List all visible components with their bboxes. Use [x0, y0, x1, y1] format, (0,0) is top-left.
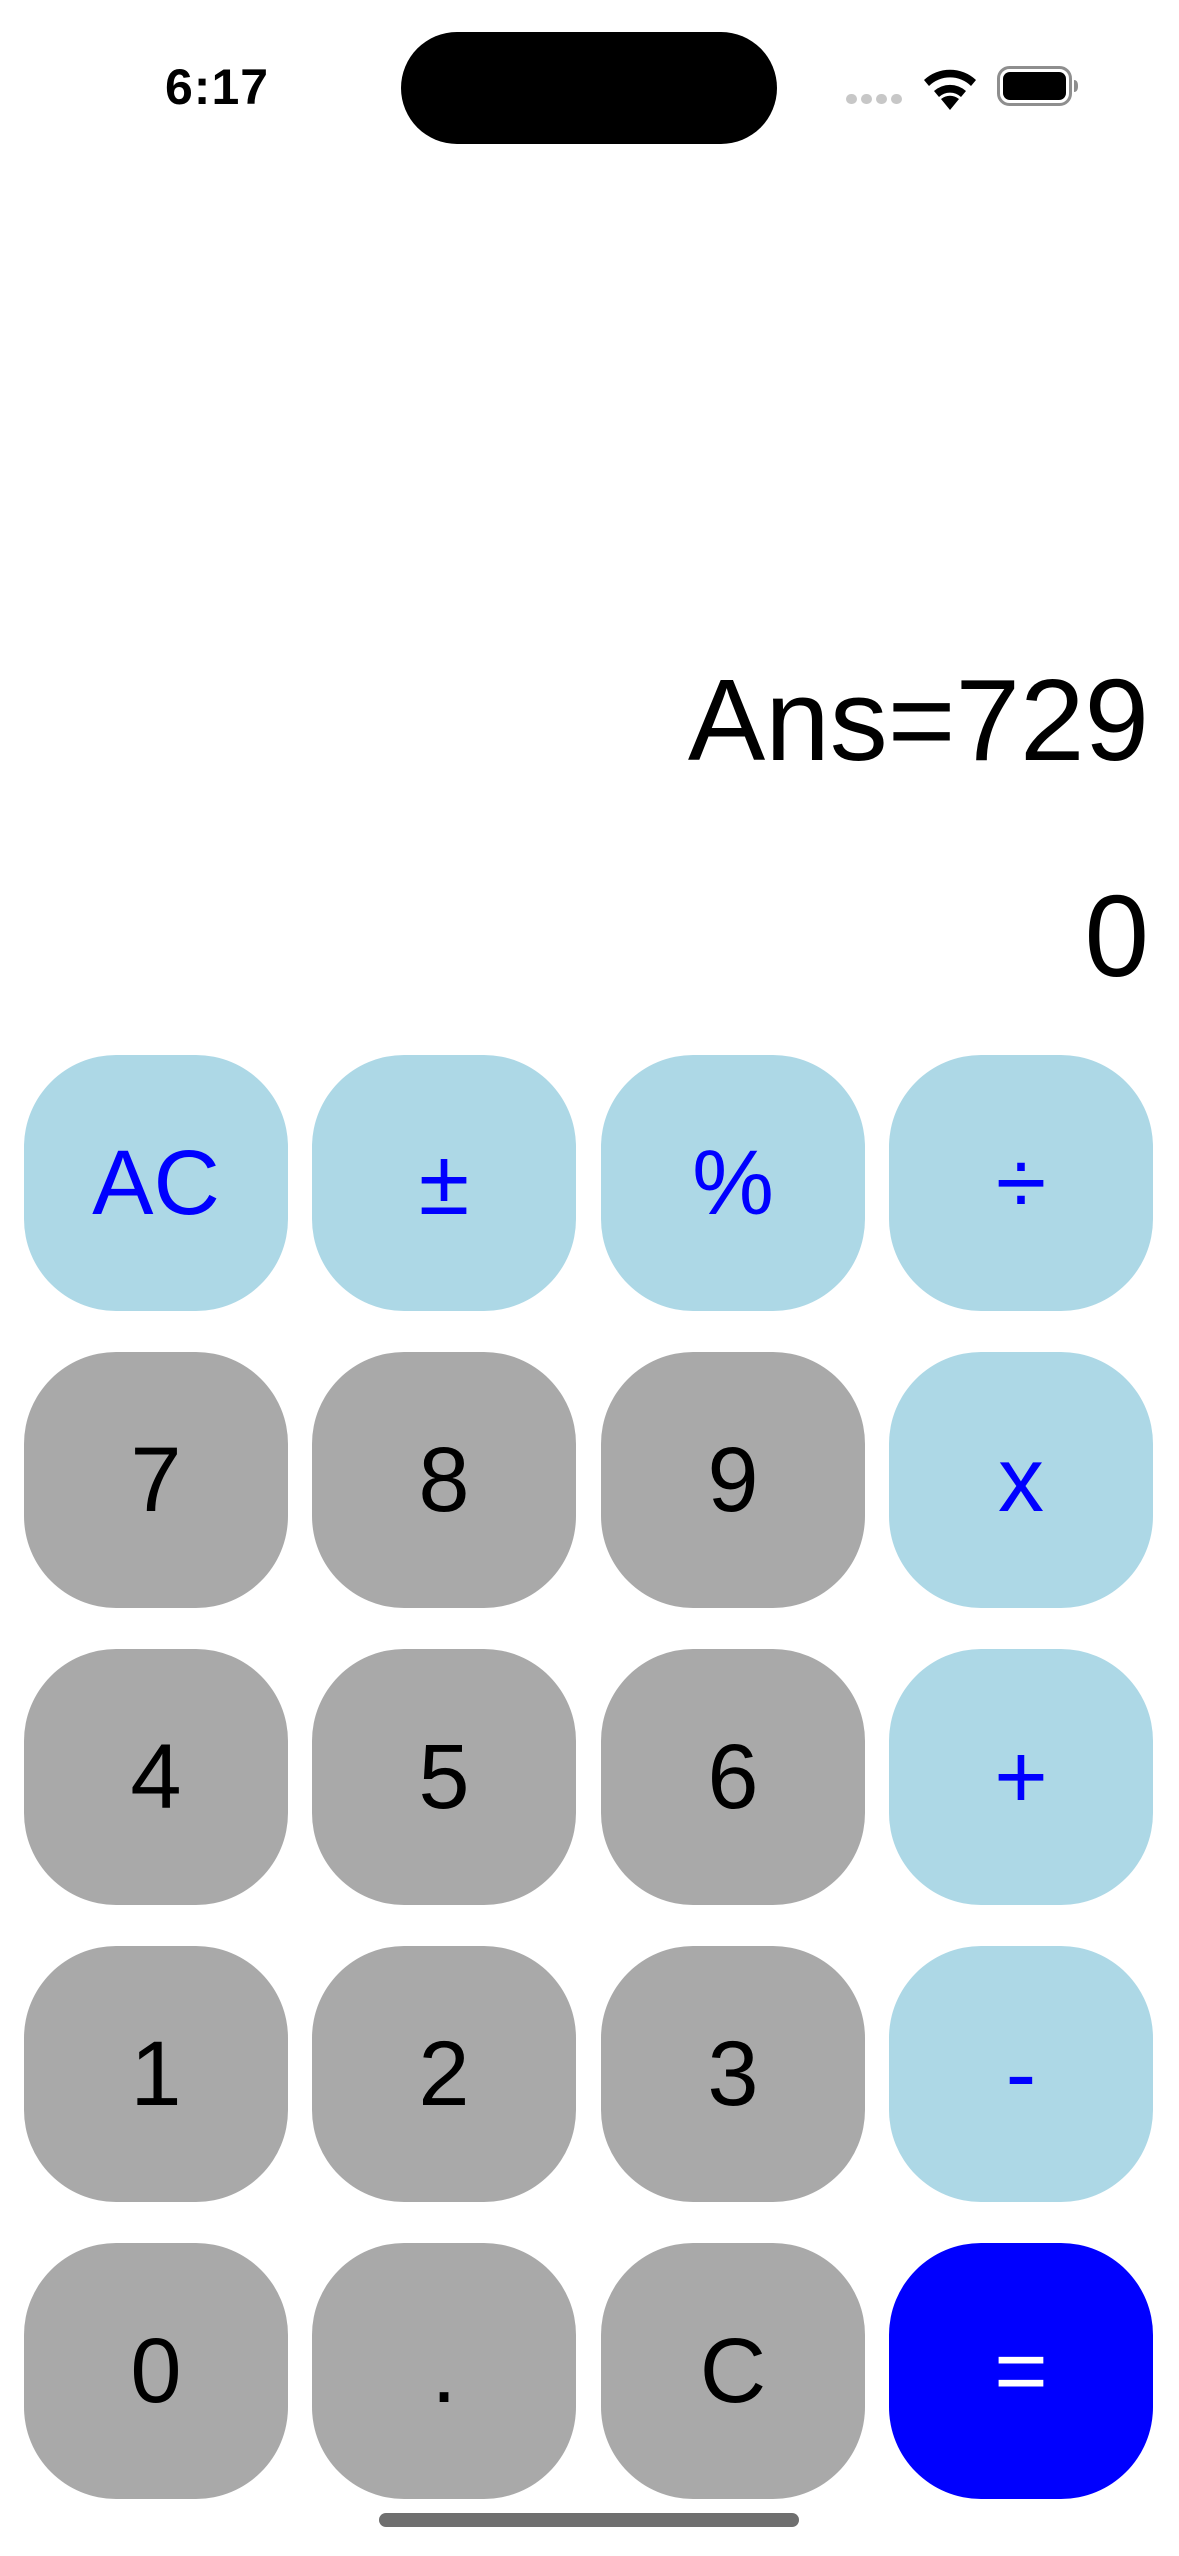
digit-3-button[interactable]: 3 — [601, 1946, 865, 2202]
all-clear-button[interactable]: AC — [24, 1055, 288, 1311]
decimal-point-button[interactable]: . — [312, 2243, 576, 2499]
digit-9-button[interactable]: 9 — [601, 1352, 865, 1608]
digit-8-button[interactable]: 8 — [312, 1352, 576, 1608]
status-bar — [0, 0, 1179, 170]
digit-4-button[interactable]: 4 — [24, 1649, 288, 1905]
digit-1-button[interactable]: 1 — [24, 1946, 288, 2202]
status-time: 6:17 — [165, 59, 270, 115]
previous-answer-display: Ans=729 — [687, 655, 1149, 785]
equals-button[interactable]: = — [889, 2243, 1153, 2499]
wifi-icon — [922, 66, 978, 110]
add-button[interactable]: + — [889, 1649, 1153, 1905]
cellular-signal-icon — [846, 94, 904, 104]
battery-icon — [997, 66, 1079, 106]
multiply-button[interactable]: x — [889, 1352, 1153, 1608]
divide-button[interactable]: ÷ — [889, 1055, 1153, 1311]
percent-button[interactable]: % — [601, 1055, 865, 1311]
plus-minus-button[interactable]: ± — [312, 1055, 576, 1311]
digit-7-button[interactable]: 7 — [24, 1352, 288, 1608]
dynamic-island — [401, 32, 777, 144]
current-value-display: 0 — [1084, 871, 1149, 1001]
subtract-button[interactable]: - — [889, 1946, 1153, 2202]
digit-5-button[interactable]: 5 — [312, 1649, 576, 1905]
clear-entry-button[interactable]: C — [601, 2243, 865, 2499]
digit-2-button[interactable]: 2 — [312, 1946, 576, 2202]
digit-6-button[interactable]: 6 — [601, 1649, 865, 1905]
home-indicator[interactable] — [379, 2513, 799, 2527]
digit-0-button[interactable]: 0 — [24, 2243, 288, 2499]
